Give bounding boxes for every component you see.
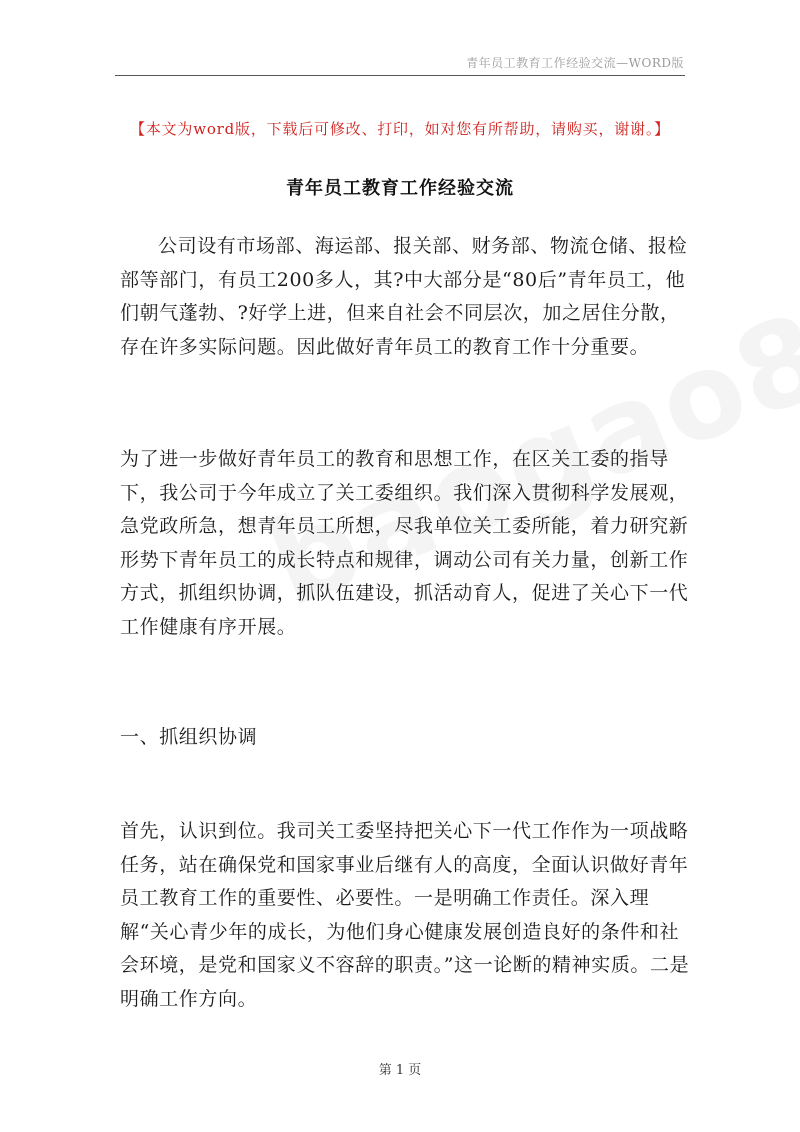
download-notice: 【本文为word版，下载后可修改、打印，如对您有所帮助，请购买，谢谢。】: [130, 120, 670, 138]
header-divider: [115, 75, 685, 76]
paragraph-background: 为了进一步做好青年员工的教育和思想工作，在区关工委的指导下，我公司于今年成立了关工委组织。我们深入贯彻科学发展观，急党政所急，想青年员工所想，尽我单位关工委所能，着力研究新形势下青年员工的成长特点和规律，调动公司有关力量，创新工作方式，抓组织协调，抓队伍建设，抓活动育人，促进了关心下一代工作健康有序开展。: [120, 448, 689, 638]
paragraph-intro: 公司设有市场部、海运部、报关部、财务部、物流仓储、报检部等部门，有员工200多人，其?中大部分是“80后”青年员工，他们朝气蓬勃、?好学上进，但来自社会不同层次，加之居住分散，存在许多实际问题。因此做好青年员工的教育工作十分重要。: [120, 235, 688, 358]
page-number: 第 1 页: [378, 1063, 422, 1078]
section-heading: 一、抓组织协调: [120, 726, 258, 748]
document-title: 青年员工教育工作经验交流: [286, 178, 514, 199]
paragraph-section-one: 首先，认识到位。我司关工委坚持把关心下一代工作作为一项战略任务，站在确保党和国家事业后继有人的高度，全面认识做好青年员工教育工作的重要性、必要性。一是明确工作责任。深入理解“关心青少年的成长，为他们身心健康发展创造良好的条件和社会环境，是党和国家义不容辞的职责。”这一论断的精神实质。二是明确工作方向。: [120, 820, 690, 1010]
document-header-label: 青年员工教育工作经验交流—WORD版: [466, 56, 684, 70]
